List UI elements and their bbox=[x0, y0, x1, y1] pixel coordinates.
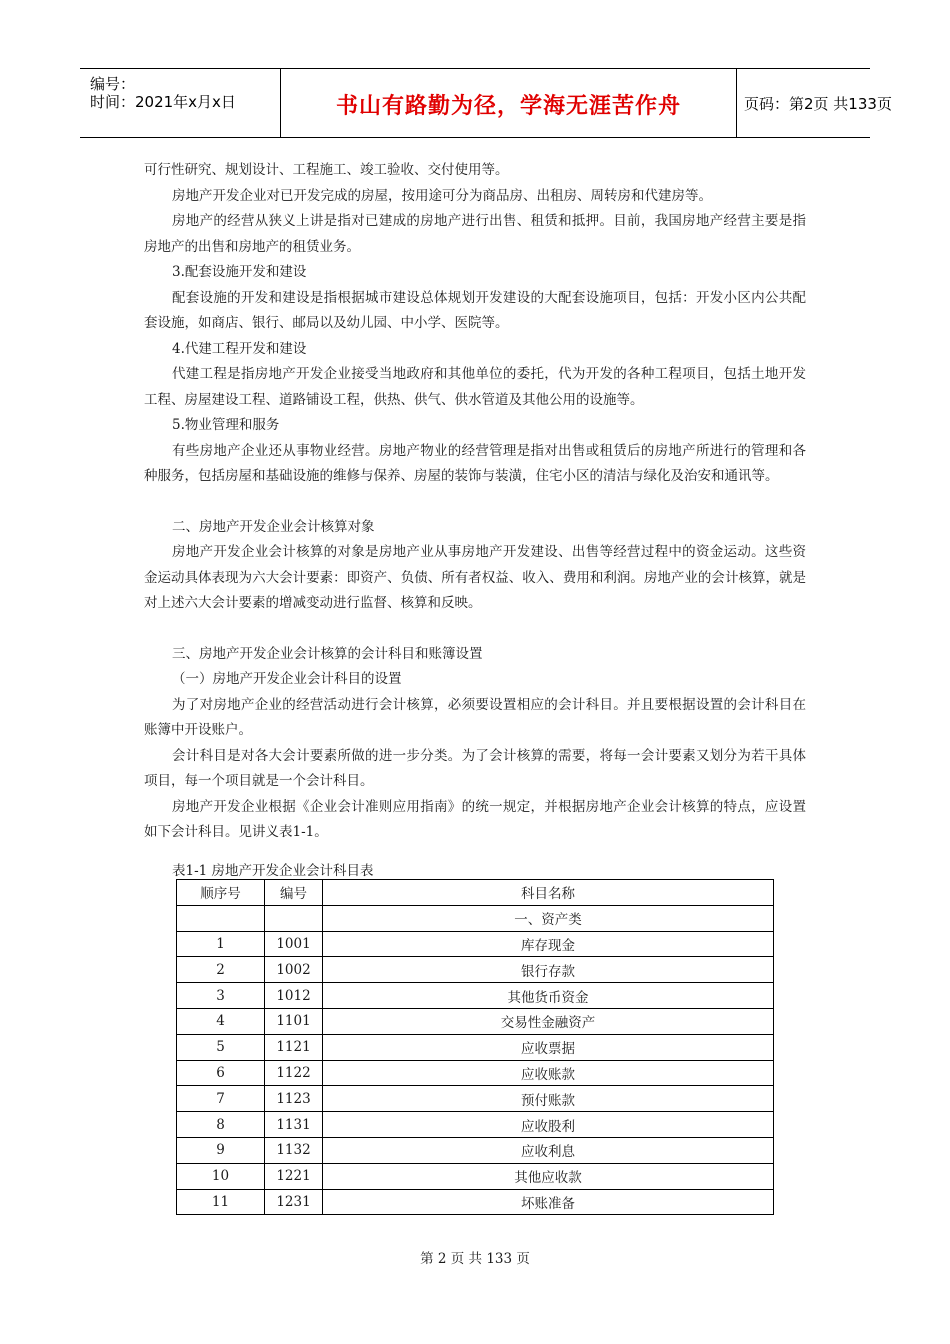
table-row bbox=[177, 1189, 774, 1215]
table-caption: 表1-1 房地产开发企业会计科目表 bbox=[172, 863, 374, 879]
code-cell: 1231 bbox=[265, 1189, 323, 1215]
table-row bbox=[177, 931, 774, 957]
body-paragraph: 房地产开发企业会计核算的对象是房地产业从事房地产开发建设、出售等经营过程中的资金运动。这些资金运动具体表现为六大会计要素：即资产、负债、所有者权益、收入、费用和利润。房地产业的会计核算，就是对上述六大会计要素的增减变动进行监督、核算和反映。 bbox=[144, 544, 806, 611]
subject-name-cell: 其他货币资金 bbox=[323, 983, 774, 1009]
code-cell: 1122 bbox=[265, 1060, 323, 1086]
seq-cell: 2 bbox=[177, 957, 265, 983]
table-row bbox=[177, 1163, 774, 1189]
header-info-cell bbox=[80, 69, 280, 137]
column-header-seq: 顺序号 bbox=[177, 880, 265, 906]
body-paragraph: 二、房地产开发企业会计核算对象 bbox=[172, 518, 375, 535]
body-paragraph: 配套设施的开发和建设是指根据城市建设总体规划开发建设的大配套设施项目，包括：开发小区内公共配套设施，如商店、银行、邮局以及幼儿园、中小学、医院等。 bbox=[144, 289, 806, 331]
table-row bbox=[177, 1008, 774, 1034]
table-row bbox=[177, 983, 774, 1009]
subject-name-cell: 预付账款 bbox=[323, 1086, 774, 1112]
category-seq-cell bbox=[177, 905, 265, 931]
table-row bbox=[177, 1034, 774, 1060]
seq-cell: 6 bbox=[177, 1060, 265, 1086]
header-motto-cell bbox=[280, 69, 737, 137]
column-header-code: 编号 bbox=[265, 880, 323, 906]
code-cell: 1101 bbox=[265, 1008, 323, 1034]
category-code-cell bbox=[265, 905, 323, 931]
body-paragraph: 代建工程是指房地产开发企业接受当地政府和其他单位的委托，代为开发的各种工程项目，包括土地开发工程、房屋建设工程、道路铺设工程，供热、供气、供水管道及其他公用的设施等。 bbox=[144, 366, 806, 408]
seq-cell: 10 bbox=[177, 1163, 265, 1189]
category-name-cell: 一、资产类 bbox=[323, 905, 774, 931]
body-paragraph: （一）房地产开发企业会计科目的设置 bbox=[172, 671, 402, 687]
accounting-subjects-table bbox=[176, 879, 774, 1215]
subject-name-cell: 应收股利 bbox=[323, 1112, 774, 1138]
body-paragraph: 房地产开发企业对已开发完成的房屋，按用途可分为商品房、出租房、周转房和代建房等。 bbox=[172, 187, 712, 204]
code-cell: 1001 bbox=[265, 931, 323, 957]
header-page-number: 页码：第2页 共133页 bbox=[744, 95, 892, 113]
seq-cell: 9 bbox=[177, 1137, 265, 1163]
body-paragraph: 可行性研究、规划设计、工程施工、竣工验收、交付使用等。 bbox=[144, 162, 509, 178]
subject-name-cell: 应收利息 bbox=[323, 1137, 774, 1163]
page-footer: 第 2 页 共 133 页 bbox=[420, 1251, 530, 1267]
paragraph-spacer bbox=[144, 490, 806, 515]
table-row bbox=[177, 1060, 774, 1086]
column-header-name: 科目名称 bbox=[323, 880, 774, 906]
subject-name-cell: 其他应收款 bbox=[323, 1163, 774, 1189]
subject-name-cell: 应收账款 bbox=[323, 1060, 774, 1086]
subject-name-cell: 坏账准备 bbox=[323, 1189, 774, 1215]
subject-name-cell: 应收票据 bbox=[323, 1034, 774, 1060]
code-cell: 1221 bbox=[265, 1163, 323, 1189]
code-cell: 1123 bbox=[265, 1086, 323, 1112]
document-number-label: 编号： bbox=[90, 75, 136, 93]
body-paragraph: 三、房地产开发企业会计核算的会计科目和账簿设置 bbox=[172, 645, 483, 662]
page-header bbox=[80, 68, 892, 138]
seq-cell: 7 bbox=[177, 1086, 265, 1112]
paragraph-spacer bbox=[144, 617, 806, 642]
body-paragraph: 房地产的经营从狭义上讲是指对已建成的房地产进行出售、租赁和抵押。目前，我国房地产经营主要是指房地产的出售和房地产的租赁业务。 bbox=[144, 213, 806, 255]
document-body bbox=[144, 158, 806, 846]
code-cell: 1012 bbox=[265, 983, 323, 1009]
table-row bbox=[177, 957, 774, 983]
body-paragraph: 为了对房地产企业的经营活动进行会计核算，必须要设置相应的会计科目。并且要根据设置的会计科目在账簿中开设账户。 bbox=[144, 696, 806, 738]
subject-name-cell: 银行存款 bbox=[323, 957, 774, 983]
table-row bbox=[177, 1112, 774, 1138]
code-cell: 1002 bbox=[265, 957, 323, 983]
body-paragraph: 房地产开发企业根据《企业会计准则应用指南》的统一规定，并根据房地产企业会计核算的特点，应设置如下会计科目。见讲义表1-1。 bbox=[144, 798, 806, 840]
body-paragraph: 5.物业管理和服务 bbox=[172, 417, 280, 433]
seq-cell: 11 bbox=[177, 1189, 265, 1215]
seq-cell: 5 bbox=[177, 1034, 265, 1060]
header-page-cell bbox=[736, 69, 892, 137]
table-row bbox=[177, 1137, 774, 1163]
body-paragraph: 3.配套设施开发和建设 bbox=[172, 264, 307, 280]
subject-name-cell: 交易性金融资产 bbox=[323, 1008, 774, 1034]
seq-cell: 1 bbox=[177, 931, 265, 957]
header-motto: 书山有路勤为径，学海无涯苦作舟 bbox=[335, 94, 681, 119]
body-paragraph: 会计科目是对各大会计要素所做的进一步分类。为了会计核算的需要，将每一会计要素又划分为若干具体项目，每一个项目就是一个会计科目。 bbox=[144, 747, 806, 789]
document-date-label: 时间：2021年x月x日 bbox=[90, 93, 236, 111]
code-cell: 1131 bbox=[265, 1112, 323, 1138]
seq-cell: 3 bbox=[177, 983, 265, 1009]
subject-name-cell: 库存现金 bbox=[323, 931, 774, 957]
code-cell: 1132 bbox=[265, 1137, 323, 1163]
body-paragraph: 4.代建工程开发和建设 bbox=[172, 340, 307, 357]
table-row bbox=[177, 1086, 774, 1112]
body-paragraph: 有些房地产企业还从事物业经营。房地产物业的经营管理是指对出售或租赁后的房地产所进行的管理和各种服务，包括房屋和基础设施的维修与保养、房屋的装饰与装潢，住宅小区的清洁与绿化及治安和通讯等。 bbox=[144, 442, 806, 484]
code-cell: 1121 bbox=[265, 1034, 323, 1060]
table-category-row bbox=[177, 905, 774, 931]
table-header-row bbox=[177, 880, 774, 906]
seq-cell: 4 bbox=[177, 1008, 265, 1034]
seq-cell: 8 bbox=[177, 1112, 265, 1138]
